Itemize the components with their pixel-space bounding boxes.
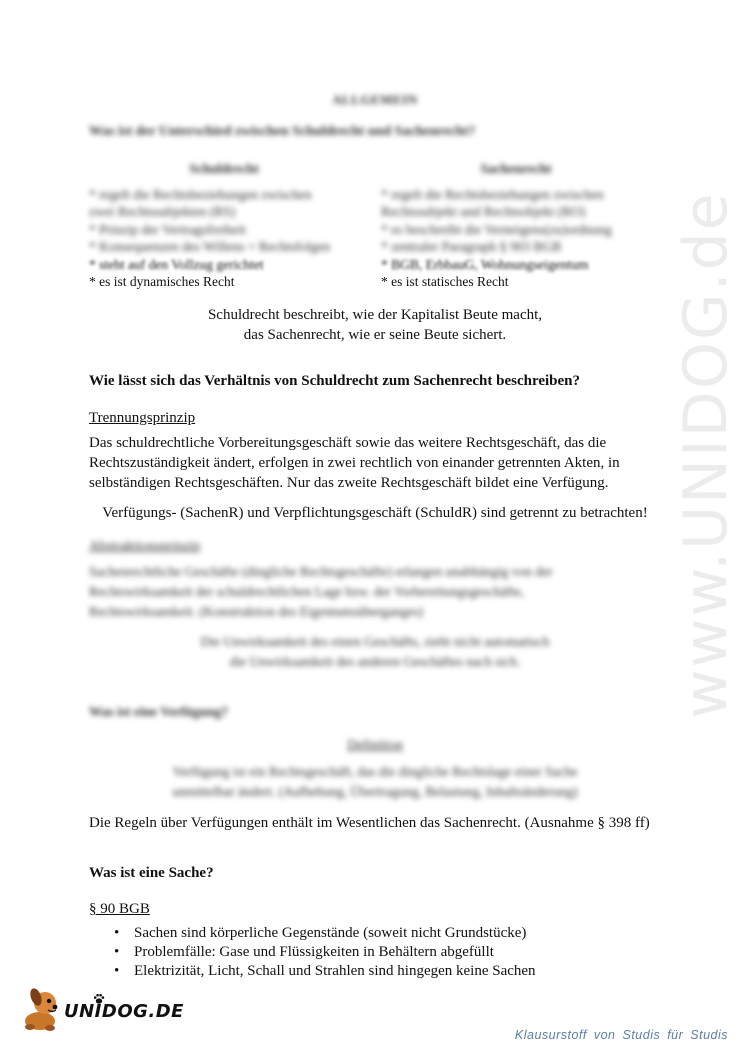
paragraph-line: Sachenrechtliche Geschäfte (dingliche Rechtsgeschäfte) erlangen unabhängig von der (89, 564, 553, 579)
quote-line: Schuldrecht beschreibt, wie der Kapitalist Beute macht, (207, 307, 543, 323)
sachenrecht-line: * zentraler Paragraph § 903 BGB (381, 239, 562, 254)
trennungsprinzip-heading: Trennungsprinzip (89, 410, 196, 426)
definition-line: unmittelbar ändert. (Aufhebung, Übertragung, Belastung, Inhaltsänderung) (172, 784, 578, 799)
watermark: www.UNIDOG.de (671, 191, 741, 719)
definition-text (0, 762, 750, 802)
unidog-logo (18, 985, 218, 1035)
sachenrecht-line: Rechtssubjekt und Rechtsobjekt (RO) (381, 204, 586, 219)
schuldrecht-line: zwei Rechtssubjekten (RS) (89, 204, 236, 219)
abstraktion-quote (0, 632, 750, 672)
sachenrecht-line: * es ist statisches Recht (381, 274, 509, 289)
schuldrecht-line: * es ist dynamisches Recht (89, 274, 235, 289)
question-4: Was ist eine Sache? (89, 865, 214, 881)
paragraph-line: selbständigen Rechtsgeschäften. Nur das zweite Rechtsgeschäft bildet eine Verfügung. (89, 475, 609, 491)
sachenrecht-line: * regelt die Rechtsbeziehungen zwischen (381, 186, 604, 202)
bgb-heading: § 90 BGB (89, 901, 150, 917)
quote-line: Die Unwirksamkeit des einen Geschäfts, zieht nicht automatisch (200, 634, 550, 649)
paragraph-line: Rechtswirksamkeit. (Konstruktion des Eigentumsüberganges) (89, 604, 424, 619)
regeln-text: Die Regeln über Verfügungen enthält im Wesentlichen das Sachenrecht. (Ausnahme § 398 ff) (89, 815, 650, 831)
paragraph-line: Rechtszuständigkeit ändert, erfolgen in zwei rechtlich von einander getrennten Akten, in (89, 455, 620, 471)
schuldrecht-column (89, 160, 359, 291)
schuldrecht-title: Schuldrecht (189, 161, 259, 176)
sachenrecht-line: * es beschreibt die Vermögens(zu)ordnung (381, 221, 612, 237)
question-2: Wie lässt sich das Verhältnis von Schuldrecht zum Sachenrecht beschreiben? (89, 373, 581, 389)
sache-bullet-list (110, 924, 536, 981)
schuldrecht-line: * Prinzip der Vertragsfreiheit (89, 221, 246, 237)
kapitalist-quote (0, 305, 750, 345)
logo-text: UNIDOG.DE (64, 1001, 184, 1022)
abstraktionsprinzip-heading: Abstraktionsprinzip (89, 539, 201, 554)
schuldrecht-line: * Konsequenzen des Willens = Rechtsfolgen (89, 239, 331, 254)
footer-tagline: Klausurstoff von Studis für Studis (514, 1028, 728, 1042)
question-3: Was ist eine Verfügung? (89, 704, 229, 719)
list-item: • Elektrizität, Licht, Schall und Strahlen sind hingegen keine Sachen (110, 962, 536, 981)
definition-heading: Definition (347, 737, 403, 752)
schuldrecht-line: * regelt die Rechtsbeziehungen zwischen (89, 186, 312, 202)
question-1: Was ist der Unterschied zwischen Schuldrecht und Sachenrecht? (89, 124, 476, 139)
sachenrecht-column (381, 160, 651, 291)
quote-line: das Sachenrecht, wie er seine Beute sichert. (243, 327, 507, 343)
trennung-statement: Verfügungs- (SachenR) und Verpflichtungsgeschäft (SchuldR) sind getrennt zu betrachten! (102, 505, 648, 521)
section-heading: ALLGEMEIN (332, 92, 418, 107)
list-item: • Sachen sind körperliche Gegenstände (soweit nicht Grundstücke) (110, 924, 536, 943)
paragraph-line: Das schuldrechtliche Vorbereitungsgeschäft sowie das weitere Rechtsgeschäft, das die (89, 435, 607, 451)
trennungsprinzip-paragraph (89, 433, 669, 493)
quote-line: die Unwirksamkeit des anderen Geschäftes nach sich. (229, 654, 521, 669)
sachenrecht-title: Sachenrecht (480, 161, 552, 176)
abstraktionsprinzip-paragraph (89, 562, 664, 622)
list-item: • Problemfälle: Gase und Flüssigkeiten in Behältern abgefüllt (110, 943, 536, 962)
dog-icon (18, 985, 64, 1033)
paragraph-line: Rechtswirksamkeit der schuldrechtlichen Lage bzw. der Vorbereitungsgeschäfte, (89, 584, 524, 599)
definition-line: Verfügung ist ein Rechtsgeschäft, das die dingliche Rechtslage einer Sache (172, 764, 578, 779)
sachenrecht-line: * BGB, ErbbauG, Wohnungseigentum (381, 256, 589, 272)
schuldrecht-line: * steht auf den Vollzug gerichtet (89, 256, 264, 272)
